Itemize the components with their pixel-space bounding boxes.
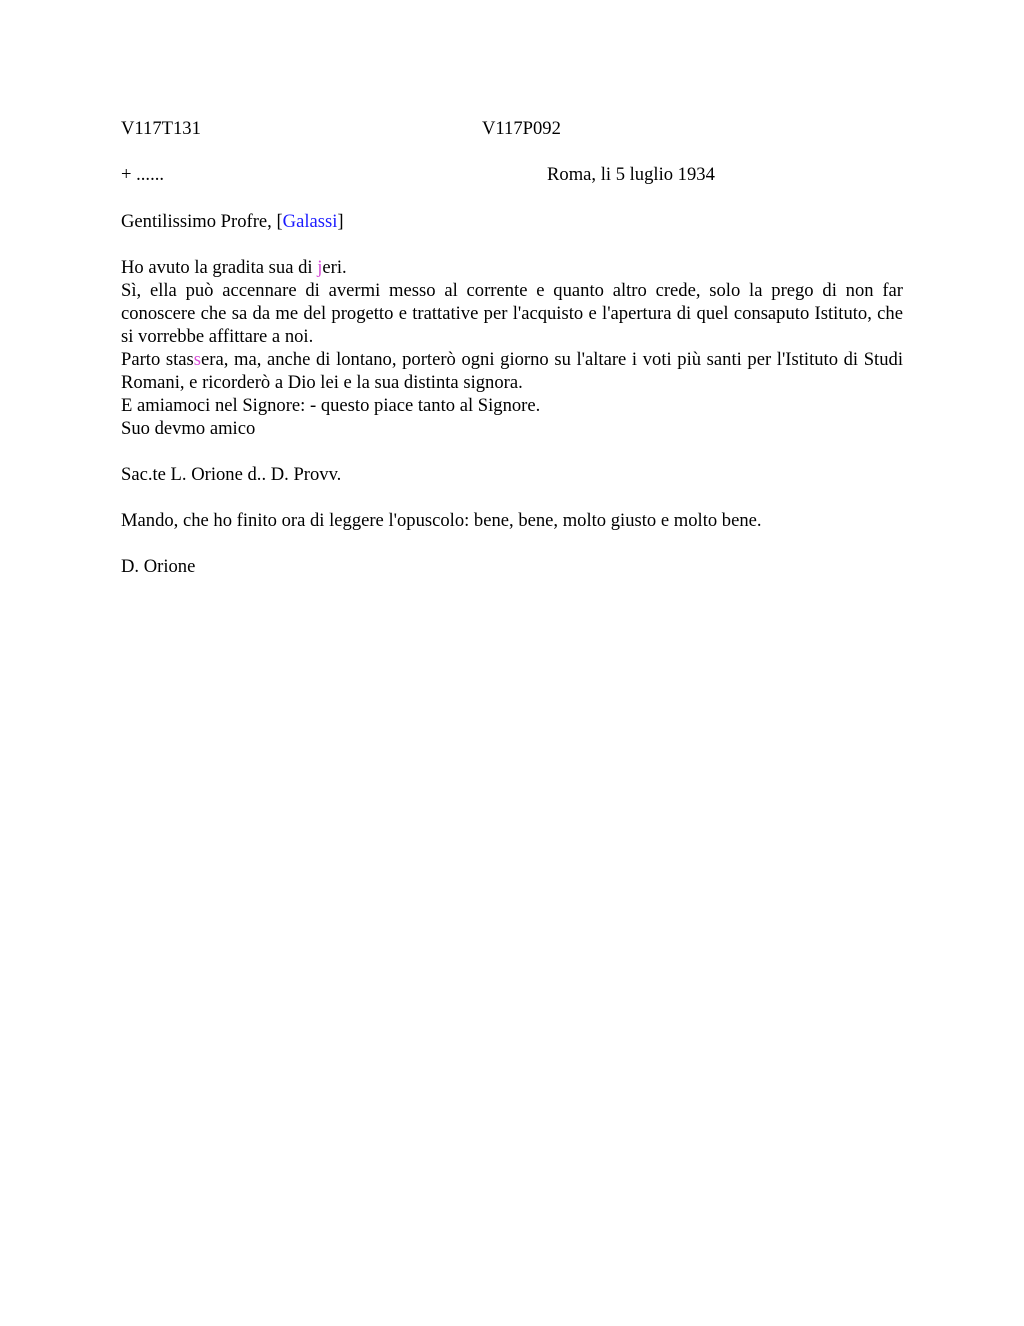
salutation-prefix: Gentilissimo Profre, [: [121, 211, 283, 232]
postscript: Mando, che ho finito ora di leggere l'opuscolo: bene, bene, molto giusto e molto bene.: [121, 510, 762, 531]
archive-code-right: V117P092: [482, 118, 561, 139]
salutation-name: Galassi: [282, 211, 338, 232]
closing: Suo devmo amico: [121, 418, 256, 439]
signature: Sac.te L. Orione d.. D. Provv.: [121, 464, 342, 485]
cross-mark: + ......: [121, 164, 165, 185]
paragraph-3: [121, 348, 903, 394]
paragraph-1: [121, 256, 903, 279]
archive-code-left: V117T131: [121, 118, 201, 139]
paragraph-1-text: Ho avuto la gradita sua di: [121, 257, 318, 278]
opening-row: [121, 164, 903, 187]
paragraph-2: Sì, ella può accennare di avermi messo al corrente e quanto altro crede, solo la prego di non far conoscere che sa da me del progetto e trattative per l'acquisto e l'apertura di quel consaputo Istituto, che si vorrebbe affittare a noi.: [121, 280, 903, 347]
salutation: [121, 210, 903, 233]
paragraph-3-text: Parto stas: [121, 349, 194, 370]
letter-page: [121, 118, 903, 578]
paragraph-4: E amiamoci nel Signore: - questo piace tanto al Signore.: [121, 395, 541, 416]
place-date: Roma, li 5 luglio 1934: [547, 164, 715, 185]
paragraph-1-text-end: eri.: [322, 257, 347, 278]
editorial-correction: j: [317, 257, 323, 278]
editorial-correction: s: [193, 349, 202, 370]
postscript-signature: D. Orione: [121, 556, 196, 577]
archive-codes: [121, 118, 903, 141]
paragraph-3-text-end: era, ma, anche di lontano, porterò ogni giorno su l'altare i voti più santi per l'Istituto di Studi Romani, e ricorderò a Dio lei e la sua distinta signora.: [121, 349, 903, 393]
salutation-suffix: ]: [337, 211, 344, 232]
